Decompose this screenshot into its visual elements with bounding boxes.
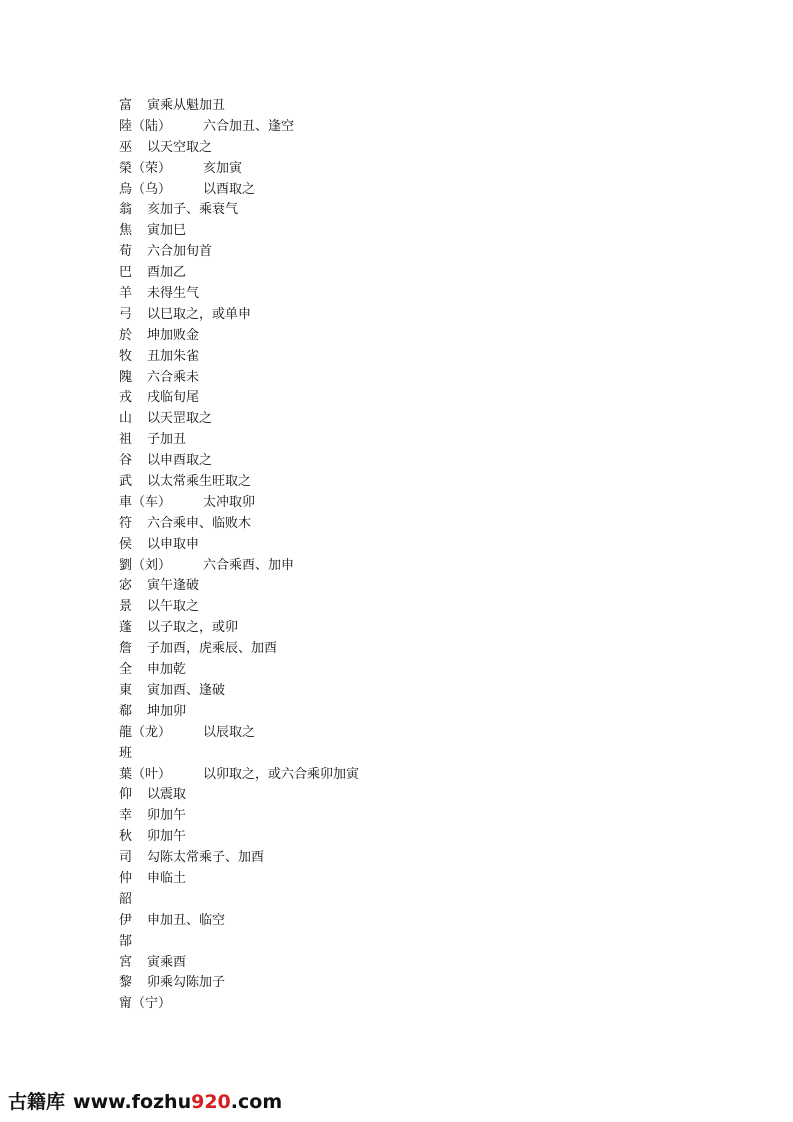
surname: 巴	[119, 265, 133, 281]
surname: 武	[119, 474, 133, 490]
surname: 榮（荣）	[119, 160, 172, 176]
surname: 蓬	[119, 620, 133, 636]
surname-rule: 以卯取之，或六合乘卯加寅	[203, 766, 360, 782]
surname-rule: 以午取之	[147, 599, 200, 615]
surname: 陸（陆）	[119, 118, 172, 134]
surname-rule: 子加酉，虎乘辰、加酉	[147, 641, 278, 657]
list-item	[119, 827, 719, 848]
surname: 詹	[119, 641, 133, 657]
list-item	[119, 117, 719, 138]
list-item	[119, 681, 719, 702]
list-item	[119, 785, 719, 806]
surname-rule: 以申酉取之	[147, 453, 213, 469]
list-item	[119, 848, 719, 869]
surname-rule: 寅乘酉	[147, 954, 187, 970]
surname-rule: 寅乘从魁加丑	[147, 98, 226, 113]
surname-rule: 戌临旬尾	[147, 390, 200, 406]
list-item	[119, 326, 719, 347]
surname: 仰	[119, 787, 133, 803]
surname: 宮	[119, 954, 133, 970]
list-item	[119, 723, 719, 744]
surname-rule: 酉加乙	[147, 265, 187, 281]
list-item	[119, 973, 719, 994]
surname-rule: 坤加卯	[147, 703, 187, 719]
surname: 景	[119, 599, 133, 615]
list-item	[119, 263, 719, 284]
surname-rule: 卯加午	[147, 829, 187, 845]
list-item	[119, 702, 719, 723]
surname: 劉（刘）	[119, 557, 172, 573]
surname: 全	[119, 662, 133, 678]
surname-rule: 卯加午	[147, 808, 187, 824]
surname-rule: 以天空取之	[147, 139, 213, 155]
list-item	[119, 618, 719, 639]
surname: 龍（龙）	[119, 724, 172, 740]
surname-rule: 亥加子、乘衰气	[147, 202, 239, 218]
surname-rule: 坤加败金	[147, 327, 200, 343]
surname: 幸	[119, 808, 133, 824]
list-item	[119, 660, 719, 681]
surname: 荀	[119, 244, 133, 260]
surname-rule: 以辰取之	[203, 724, 256, 740]
surname: 黎	[119, 975, 133, 991]
surname: 富	[119, 98, 133, 113]
list-item	[119, 242, 719, 263]
surname: 巫	[119, 139, 133, 155]
list-item	[119, 911, 719, 932]
list-item	[119, 765, 719, 786]
list-item	[119, 890, 719, 911]
surname: 焦	[119, 223, 133, 239]
surname-rule: 申加乾	[147, 662, 187, 678]
surname-rule: 六合乘酉、加申	[203, 557, 295, 573]
surname: 東	[119, 682, 133, 698]
list-item	[119, 221, 719, 242]
footer-url-prefix[interactable]: www.fozhu	[73, 1091, 192, 1113]
list-item	[119, 368, 719, 389]
surname-rule: 太冲取卯	[203, 494, 256, 510]
list-item	[119, 953, 719, 974]
list-item	[119, 994, 719, 1015]
list-item	[119, 597, 719, 618]
list-item	[119, 932, 719, 953]
list-item	[119, 200, 719, 221]
list-item	[119, 744, 719, 765]
surname-rule: 丑加朱雀	[147, 348, 200, 364]
surname: 仲	[119, 870, 133, 886]
list-item	[119, 96, 719, 117]
surname-list	[119, 96, 719, 1015]
list-item	[119, 535, 719, 556]
surname: 司	[119, 850, 133, 866]
list-item	[119, 493, 719, 514]
surname-rule: 以申取申	[147, 536, 200, 552]
footer-url-number[interactable]: 920	[191, 1091, 231, 1113]
surname: 伊	[119, 912, 133, 928]
list-item	[119, 409, 719, 430]
surname: 祖	[119, 432, 133, 448]
surname-rule: 六合乘申、临败木	[147, 515, 252, 531]
surname-rule: 以巳取之，或单申	[147, 306, 252, 322]
surname-rule: 以天罡取之	[147, 411, 213, 427]
list-item	[119, 514, 719, 535]
surname-rule: 亥加寅	[203, 160, 243, 176]
surname: 隗	[119, 369, 133, 385]
list-item	[119, 284, 719, 305]
list-item	[119, 472, 719, 493]
surname: 於	[119, 327, 133, 343]
surname: 宓	[119, 578, 133, 594]
surname-rule: 子加丑	[147, 432, 187, 448]
list-item	[119, 388, 719, 409]
surname: 戎	[119, 390, 133, 406]
list-item	[119, 576, 719, 597]
surname: 弓	[119, 306, 133, 322]
surname-rule: 以子取之，或卯	[147, 620, 239, 636]
list-item	[119, 556, 719, 577]
surname: 葉（叶）	[119, 766, 172, 782]
surname-rule: 以酉取之	[203, 181, 256, 197]
surname-rule: 寅午逢破	[147, 578, 200, 594]
surname: 郗	[119, 703, 133, 719]
surname: 翁	[119, 202, 133, 218]
list-item	[119, 347, 719, 368]
surname: 秋	[119, 829, 133, 845]
list-item	[119, 430, 719, 451]
list-item	[119, 305, 719, 326]
list-item	[119, 159, 719, 180]
surname: 谷	[119, 453, 133, 469]
surname-rule: 卯乘勾陈加子	[147, 975, 226, 991]
surname: 郜	[119, 933, 133, 949]
footer-url-suffix[interactable]: .com	[230, 1091, 283, 1113]
surname: 車（车）	[119, 494, 172, 510]
surname: 羊	[119, 286, 133, 302]
surname-rule: 以太常乘生旺取之	[147, 474, 252, 490]
list-item	[119, 869, 719, 890]
surname: 符	[119, 515, 133, 531]
surname: 甯（宁）	[119, 996, 172, 1012]
surname-rule: 六合乘未	[147, 369, 200, 385]
surname-rule: 寅加巳	[147, 223, 187, 239]
footer-brand: 古籍库	[8, 1091, 66, 1113]
surname-rule: 以震取	[147, 787, 187, 803]
surname: 韶	[119, 891, 133, 907]
list-item	[119, 180, 719, 201]
surname-rule: 六合加旬首	[147, 244, 213, 260]
surname: 山	[119, 411, 133, 427]
surname: 侯	[119, 536, 133, 552]
surname: 牧	[119, 348, 133, 364]
list-item	[119, 138, 719, 159]
list-item	[119, 451, 719, 472]
surname-rule: 寅加酉、逢破	[147, 682, 226, 698]
surname-rule: 申加丑、临空	[147, 912, 226, 928]
surname-rule: 勾陈太常乘子、加酉	[147, 850, 265, 866]
list-item	[119, 639, 719, 660]
surname-rule: 申临土	[147, 870, 187, 886]
surname-rule: 六合加丑、逢空	[203, 118, 295, 134]
list-item	[119, 806, 719, 827]
footer-watermark	[8, 1089, 282, 1115]
surname: 烏（乌）	[119, 181, 172, 197]
surname-rule: 未得生气	[147, 286, 200, 302]
surname: 班	[119, 745, 133, 761]
